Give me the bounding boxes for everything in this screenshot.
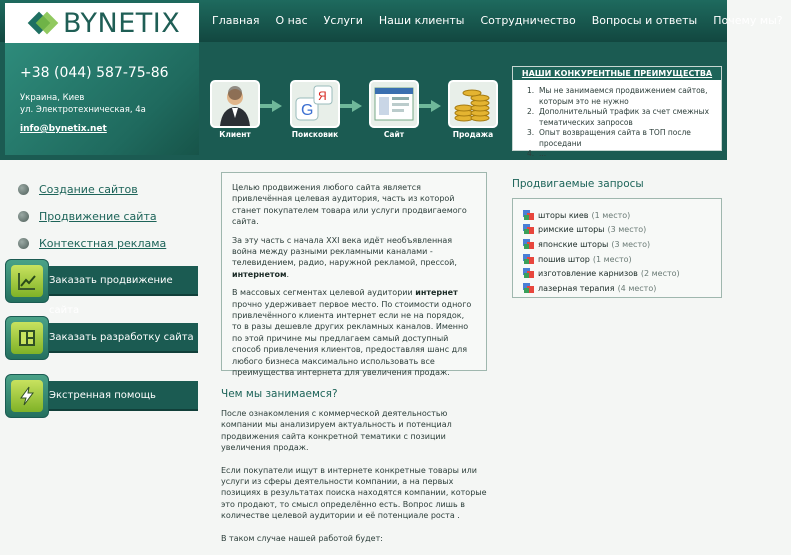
search-engine-icon [290,80,340,128]
section-paragraph-1: После ознакомления с коммерческой деятельностью компании мы анализируем актуальность и потенциал продвижения сайта конкретной тематики с позиции увеличения продаж. [221,409,452,453]
google-icon [523,268,534,279]
section-paragraph-2: Если покупатели ищут в интернете конкретные товары или услуги из сферы деятельности компании, а на первых позициях в результатах поиска находятся компании, которые это продают, то смысл определённо есть. Вопрос лишь в количестве целевой аудитории и её потенциале роста . [221,465,487,521]
flow-step-sale [448,80,498,139]
svg-text:G: G [301,102,314,119]
order-promotion-button[interactable] [5,259,198,316]
arrow-icon [352,100,362,112]
google-icon [523,254,534,265]
list-item: 3. Опыт возвращения сайта в ТОП после проседани [527,128,691,148]
logo-icon [29,10,55,36]
website-icon [369,80,419,128]
order-development-button[interactable] [5,316,198,360]
top-navigation [204,0,791,40]
nav-about[interactable]: О нас [275,13,308,27]
header [0,0,783,160]
list-item: 1. Мы не занимаемся продвижением сайтов, которым это не нужно [527,86,708,106]
nav-clients[interactable]: Наши клиенты [378,13,465,27]
list-item[interactable]: пошив штор (1 место) [523,252,721,267]
list-item[interactable]: римские шторы (3 место) [523,223,721,238]
bullet-icon [18,211,29,222]
layout-icon [5,316,49,360]
list-item: 2. Дополнительный трафик за счет смежных тематических запросов [527,107,710,127]
arrow-icon [431,100,441,112]
svg-text:Я: Я [318,89,327,103]
bullet-icon [18,184,29,195]
queries-list [512,198,722,298]
nav-home[interactable]: Главная [212,13,260,27]
menu-link[interactable]: Контекстная реклама [39,237,167,250]
section-body [221,408,487,555]
email-link[interactable]: info@bynetix.net [20,124,107,134]
google-icon [523,283,534,294]
arrow-icon [272,100,282,112]
list-item: 4. ... [527,149,547,158]
nav-why-us[interactable]: Почему мы? [713,13,783,27]
menu-link[interactable]: Создание сайтов [39,183,138,196]
intro-paragraph-2: За эту часть с начала XXI века идёт необъявленная война между разными рекламными каналами - телевидением, радио, наружной рекламой, прессой, интернетом. [232,235,457,279]
intro-box [221,172,487,378]
intro-paragraph-1: Целью продвижения любого сайта является привлечённая целевая аудитория, часть из которой станет покупателем товара или услуги продвигаемого сайта. [232,183,467,227]
emergency-help-label[interactable]: Экстренная помощь [15,381,198,411]
nav-services[interactable]: Услуги [323,13,363,27]
flow-step-client [210,80,260,139]
order-promotion-label[interactable]: Заказать продвижение сайта [15,266,198,296]
menu-link[interactable]: Продвижение сайта [39,210,157,223]
advantages-title[interactable]: НАШИ КОНКУРЕНТНЫЕ ПРЕИМУЩЕСТВА [513,67,721,80]
address-street: ул. Электротехническая, 4а [20,105,146,115]
coins-icon [448,80,498,128]
flow-label-client: Клиент [219,130,251,139]
queries-heading: Продвигаемые запросы [512,178,644,190]
address-city: Украина, Киев [20,93,85,103]
lightning-icon [5,374,49,418]
flow-label-sale: Продажа [452,130,494,139]
advantages-box [512,66,722,158]
contact-panel [5,43,199,155]
flow-step-site [369,80,419,139]
nav-faq[interactable]: Вопросы и ответы [591,13,698,27]
logo-text: BYNETIX [63,7,181,39]
logo[interactable] [5,3,199,43]
flow-label-site: Сайт [383,130,405,139]
phone-number: +38 (044) 587-75-86 [20,65,169,81]
menu-item-promotion[interactable] [18,203,166,230]
list-item[interactable]: японские шторы (3 место) [523,237,721,252]
google-icon [523,239,534,250]
nav-cooperation[interactable]: Сотрудничество [480,13,576,27]
emergency-help-button[interactable] [5,374,198,418]
list-item[interactable]: шторы киев (1 место) [523,208,721,223]
menu-item-create-sites[interactable] [18,176,166,203]
advantages-list [513,80,721,158]
flow-label-search: Поисковик [291,130,339,139]
section-heading: Чем мы занимаемся? [221,388,338,400]
sales-flow [210,80,510,142]
google-icon [523,210,534,221]
order-development-label[interactable]: Заказать разработку сайта [15,323,198,353]
section-paragraph-3: В таком случае нашей работой будет: [221,533,383,543]
intro-paragraph-3: В массовых сегментах целевой аудитории интернет прочно удерживает первое место. По стоимости одного привлечённого клиента интернет если не на порядок, то в разы дешевле других рекламных каналов. Именно по этой причине мы предлагаем самый доступный способ привлечения клиентов, предоставляя шанс для любого бизнеса максимально использовать все преимущества интернета для увеличения продаж. [232,288,472,378]
bullet-icon [18,238,29,249]
side-menu [18,176,166,257]
client-icon [210,80,260,128]
chart-icon [5,259,49,303]
list-item[interactable]: изготовление карнизов (2 место) [523,266,721,281]
list-item[interactable]: лазерная терапия (4 место) [523,281,721,296]
flow-step-search [290,80,340,139]
google-icon [523,224,534,235]
menu-item-context-ads[interactable] [18,230,166,257]
